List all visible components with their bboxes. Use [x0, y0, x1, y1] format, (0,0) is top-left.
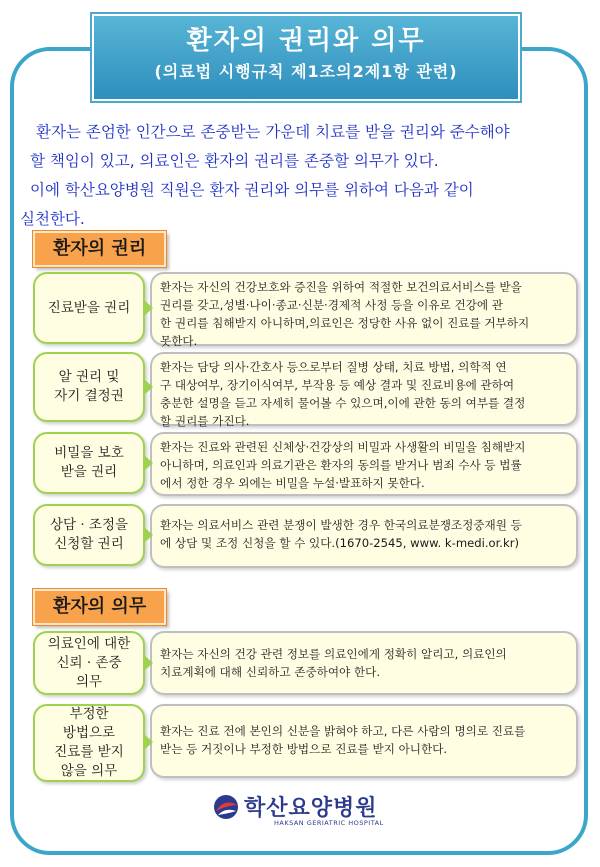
- description-line: 권리를 갖고,성별·나이·종교·신분·경제적 사정 등을 이유로 건강에 관: [160, 298, 503, 312]
- right-description-box: [150, 352, 578, 426]
- description-line: 환자는 진료와 관련된 신체상·건강상의 비밀과 사생활의 비밀을 침해받지: [160, 440, 526, 454]
- right-description-box: [150, 432, 578, 496]
- description-line: 할 권리를 가진다.: [160, 414, 250, 428]
- description-line: 환자는 진료 전에 본인의 신분을 밝혀야 하고, 다른 사람의 명의로 진료를: [160, 724, 526, 738]
- description-line: 환자는 자신의 건강 관련 정보를 의료인에게 정확히 알리고, 의료인의: [160, 647, 507, 661]
- description-line: 아니하며, 의료인과 의료기관은 환자의 동의를 받거나 범죄 수사 등 법률: [160, 458, 522, 472]
- arrow-pointer: [144, 527, 153, 543]
- hospital-logo-icon: [212, 793, 240, 821]
- right-description-box: [150, 504, 578, 568]
- arrow-pointer: [144, 655, 153, 671]
- intro-line: 할 책임이 있고, 의료인은 환자의 권리를 존중할 의무가 있다.: [30, 152, 439, 170]
- page-subtitle: (의료법 시행규칙 제1조의2제1항 관련): [154, 62, 458, 81]
- right-title-box: 비밀을 보호 받을 권리: [33, 432, 145, 494]
- duty-description-box: [150, 704, 578, 778]
- right-title-box: 알 권리 및 자기 결정권: [33, 352, 145, 422]
- description-line: 환자는 자신의 건강보호와 증진을 위하여 적절한 보건의료서비스를 받을: [160, 280, 522, 294]
- description-line: 에서 정한 경우 외에는 비밀을 누설·발표하지 못한다.: [160, 476, 425, 490]
- right-description-box: [150, 272, 578, 346]
- hospital-logo: [212, 791, 402, 833]
- intro-line: 이에 학산요양병원 직원은 환자 권리와 의무를 위하여 다음과 같이: [30, 181, 474, 199]
- description-line: 구 대상여부, 장기이식여부, 부작용 등 예상 결과 및 진료비용에 관하여: [160, 378, 515, 392]
- right-title-box: 상담 · 조정을 신청할 권리: [33, 504, 145, 566]
- intro-line: 환자는 존엄한 인간으로 존중받는 가운데 치료를 받을 권리와 준수해야: [36, 123, 510, 141]
- intro-line: 실천한다.: [20, 210, 85, 228]
- description-line: 환자는 담당 의사·간호사 등으로부터 질병 상태, 치료 방법, 의학적 연: [160, 360, 507, 374]
- duty-description-box: [150, 631, 578, 695]
- right-title-box: 진료받을 권리: [33, 272, 145, 344]
- description-line: 받는 등 거짓이나 부정한 방법으로 진료를 받지 아니한다.: [160, 742, 448, 756]
- hospital-name: 학산요양병원: [244, 796, 378, 821]
- description-line: 못한다.: [160, 334, 198, 348]
- description-line: 충분한 설명을 듣고 자세히 물어볼 수 있으며,이에 관한 동의 여부를 결정: [160, 396, 526, 410]
- hospital-english-name: HAKSAN GERIATRIC HOSPITAL: [274, 819, 384, 827]
- arrow-pointer: [144, 379, 153, 395]
- arrow-pointer: [144, 300, 153, 316]
- duty-title-box: 부정한 방법으로 진료를 받지 않을 의무: [33, 704, 145, 782]
- description-line: 치료계획에 대해 신뢰하고 존중하여야 한다.: [160, 665, 381, 679]
- arrow-pointer: [144, 455, 153, 471]
- description-line: 에 상담 및 조정 신청을 할 수 있다.(1670-2545, www. k-medi.or.kr): [160, 536, 519, 550]
- page-title: 환자의 권리와 의무: [186, 26, 426, 56]
- rights-section-label: 환자의 권리: [33, 231, 166, 267]
- duty-title-box: 의료인에 대한 신뢰 · 존중 의무: [33, 631, 145, 695]
- description-line: 환자는 의료서비스 관련 분쟁이 발생한 경우 한국의료분쟁조정중재원 등: [160, 518, 522, 532]
- arrow-pointer: [144, 734, 153, 750]
- description-line: 한 권리를 침해받지 아니하며,의료인은 정당한 사유 없이 진료를 거부하지: [160, 316, 530, 330]
- title-banner: [92, 14, 520, 101]
- duties-section-label: 환자의 의무: [33, 589, 166, 625]
- intro-text: [20, 118, 588, 234]
